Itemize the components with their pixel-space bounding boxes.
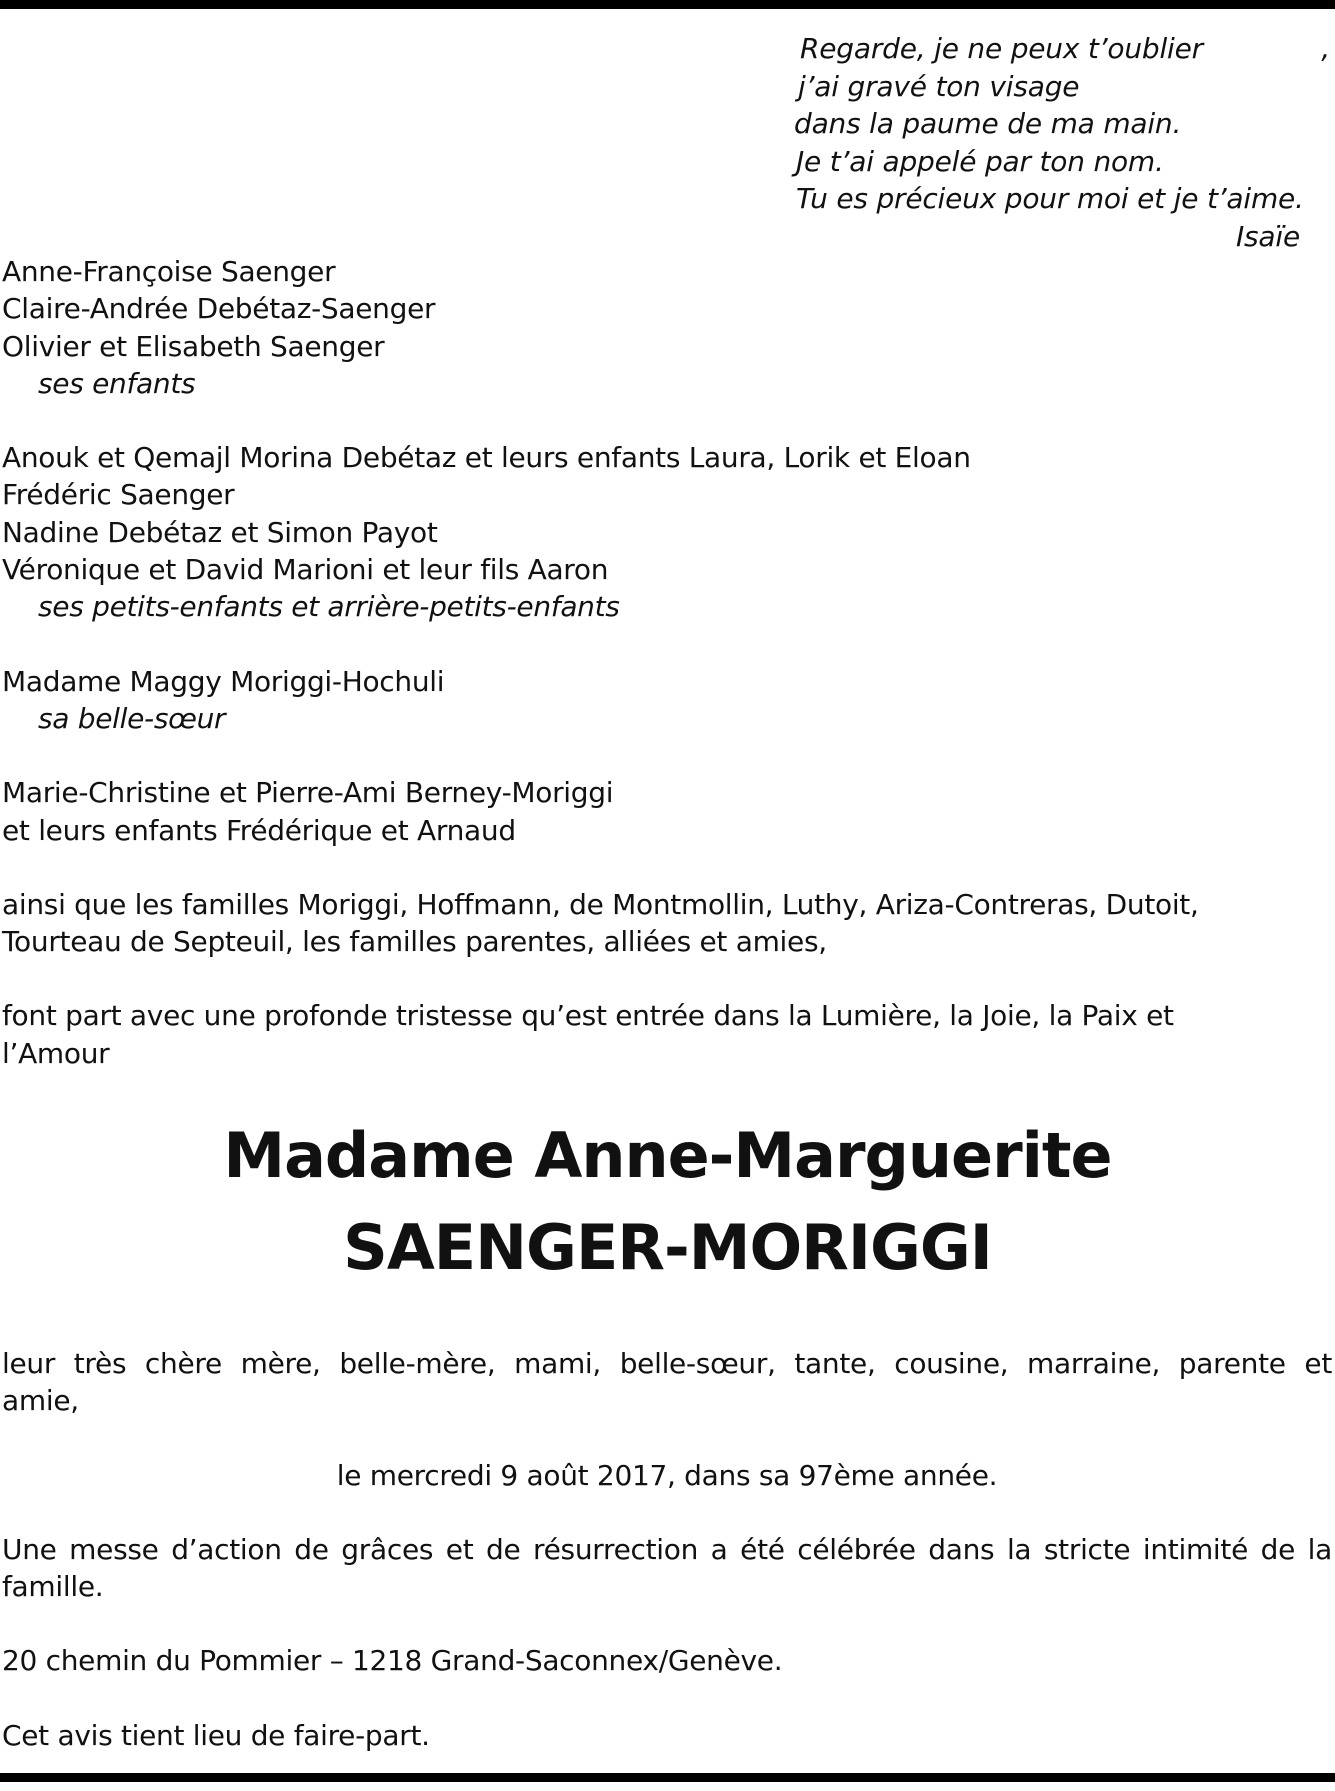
- relation-line: amie,: [2, 1384, 79, 1418]
- families-line: ainsi que les familles Moriggi, Hoffmann, de Montmollin, Luthy, Ariza-Contreras, Dutoit,: [2, 887, 1199, 921]
- poem-line: j’ai gravé ton visage: [798, 69, 1080, 103]
- mourners-list: [2, 253, 1332, 1109]
- families-line: Tourteau de Septeuil, les familles parentes, alliées et amies,: [2, 925, 827, 959]
- relationship-label: ses petits-enfants et arrière-petits-enfants: [38, 590, 620, 624]
- deceased-name-line2: SAENGER-MORIGGI: [343, 1211, 992, 1284]
- mourner-name: Claire-Andrée Debétaz-Saenger: [2, 292, 436, 326]
- grandchildren-block: [2, 439, 1332, 625]
- relation-line: leur très chère mère, belle-mère, mami, belle-sœur, tante, cousine, marraine, parente et: [2, 1347, 1332, 1380]
- closing-line: Cet avis tient lieu de faire-part.: [2, 1718, 430, 1752]
- announcement-block: [2, 997, 1332, 1072]
- announcement-line: l’Amour: [2, 1036, 110, 1070]
- top-rule: [0, 0, 1335, 9]
- announcement-line: font part avec une profonde tristesse qu’est entrée dans la Lumière, la Joie, la Paix et: [2, 999, 1174, 1033]
- families-block: [2, 886, 1332, 961]
- mourner-name: Marie-Christine et Pierre-Ami Berney-Moriggi: [2, 776, 614, 810]
- other-relatives-block: [2, 774, 1332, 849]
- poem-line: Je t’ai appelé par ton nom.: [796, 144, 1164, 178]
- poem-comma: ,: [1321, 32, 1330, 65]
- mourner-name: Olivier et Elisabeth Saenger: [2, 329, 385, 363]
- mourner-name: Nadine Debétaz et Simon Payot: [2, 515, 438, 549]
- mourner-name: Anne-Françoise Saenger: [2, 255, 336, 288]
- mourner-name: Frédéric Saenger: [2, 478, 235, 512]
- sister-in-law-block: [2, 663, 1332, 738]
- poem-line: Regarde, je ne peux t’oublier: [800, 32, 1203, 65]
- mourner-name: et leurs enfants Frédérique et Arnaud: [2, 813, 516, 847]
- address-line: 20 chemin du Pommier – 1218 Grand-Saconnex/Genève.: [2, 1644, 783, 1678]
- mass-line: Une messe d’action de grâces et de résurrection a été célébrée dans la stricte intimité de la: [2, 1532, 1332, 1566]
- poem-quote: [790, 30, 1330, 255]
- date-line: le mercredi 9 août 2017, dans sa 97ème année.: [336, 1458, 998, 1492]
- closing-section: [2, 1345, 1332, 1791]
- relationship-label: ses enfants: [38, 366, 196, 400]
- poem-line: Tu es précieux pour moi et je t’aime.: [796, 182, 1304, 215]
- mourner-name: Madame Maggy Moriggi-Hochuli: [2, 664, 445, 698]
- deceased-name: [0, 1110, 1335, 1294]
- relation-block: [2, 1345, 1332, 1420]
- poem-line: dans la paume de ma main.: [794, 107, 1182, 140]
- mass-line: famille.: [2, 1570, 104, 1604]
- mass-block: [2, 1531, 1332, 1606]
- poem-attribution: Isaïe: [1235, 219, 1300, 253]
- mourner-name: Anouk et Qemajl Morina Debétaz et leurs enfants Laura, Lorik et Eloan: [2, 441, 971, 475]
- children-block: [2, 253, 1332, 402]
- deceased-name-line1: Madame Anne-Marguerite: [223, 1119, 1112, 1192]
- bottom-rule: [0, 1773, 1335, 1782]
- relationship-label: sa belle-sœur: [38, 701, 226, 735]
- mourner-name: Véronique et David Marioni et leur fils Aaron: [2, 553, 609, 587]
